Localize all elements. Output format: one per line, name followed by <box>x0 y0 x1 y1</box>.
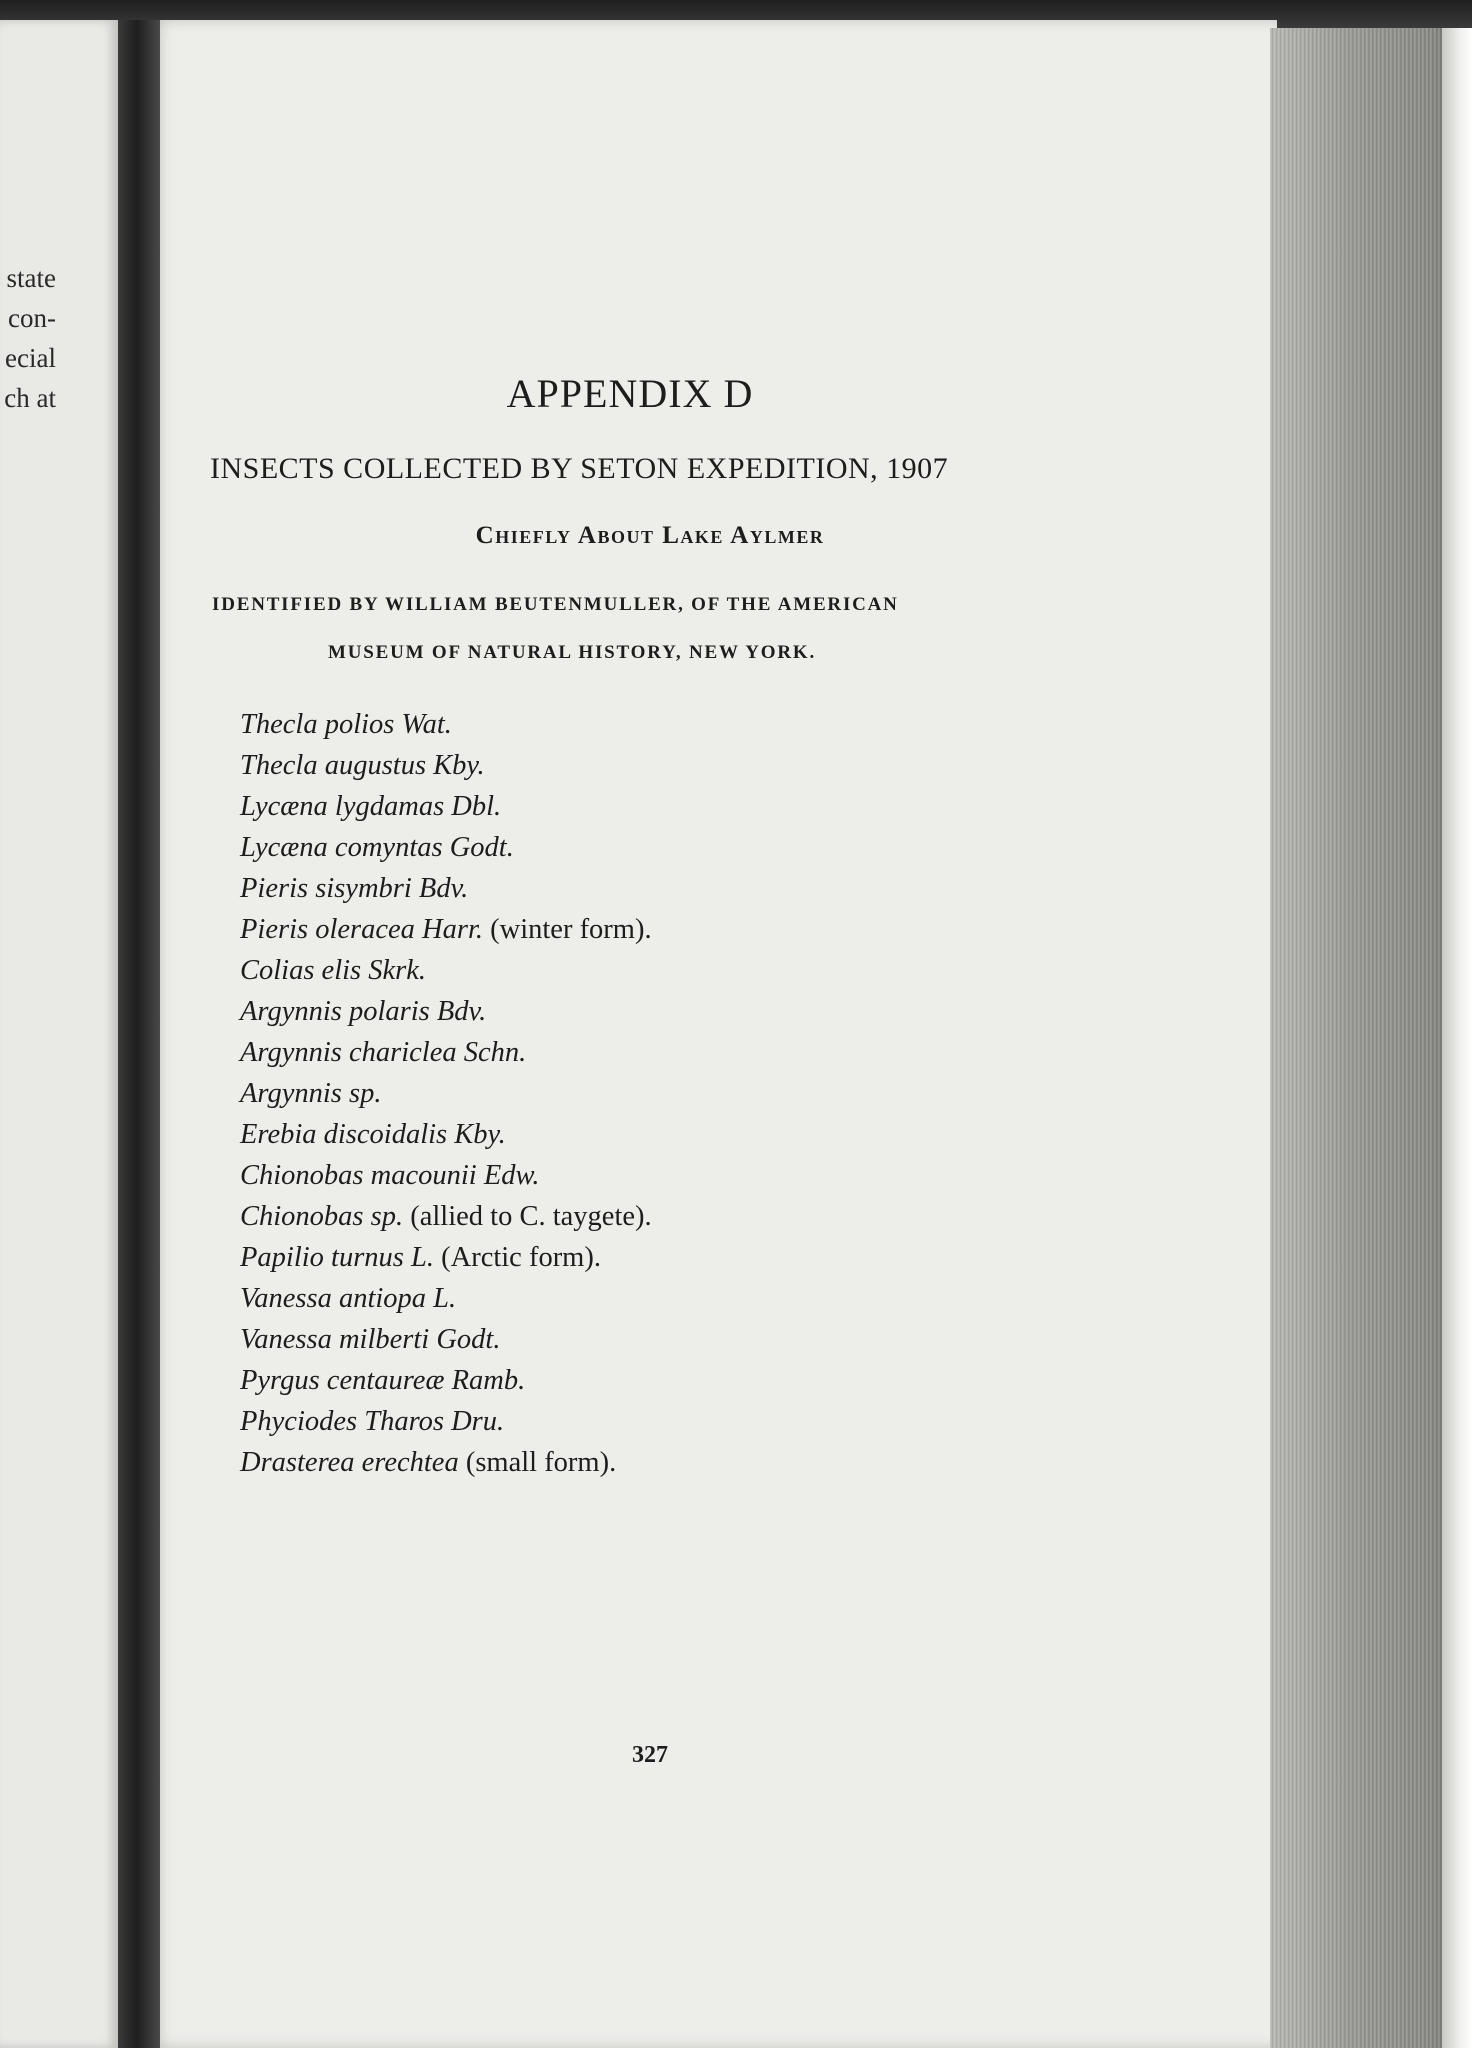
species-item <box>240 1073 652 1114</box>
subheading: Chiefly About Lake Aylmer <box>475 522 825 549</box>
species-item <box>240 1032 652 1073</box>
species-item <box>240 991 652 1032</box>
species-item <box>240 1319 652 1360</box>
page-edges <box>1270 28 1472 2048</box>
species-name: Argynnis chariclea Schn. <box>240 1037 527 1068</box>
left-page-fragment: ch at <box>4 383 56 413</box>
species-name: Colias elis Skrk. <box>240 955 427 986</box>
species-note: (winter form). <box>483 914 652 945</box>
identified-by-line: IDENTIFIED BY WILLIAM BEUTENMULLER, OF THE AMERICAN <box>212 594 899 615</box>
species-name: Pieris sisymbri Bdv. <box>240 873 469 904</box>
species-name: Vanessa antiopa L. <box>240 1283 457 1314</box>
page-number: 327 <box>632 1742 668 1768</box>
species-name: Argynnis sp. <box>240 1078 382 1109</box>
species-item <box>240 1360 652 1401</box>
species-note: (small form). <box>458 1447 617 1478</box>
left-page-fragment: ecial <box>5 343 56 373</box>
appendix-title: APPENDIX D <box>506 371 754 416</box>
species-item <box>240 1237 652 1278</box>
species-item <box>240 909 652 950</box>
species-name: Erebia discoidalis Kby. <box>240 1119 506 1150</box>
species-item <box>240 1114 652 1155</box>
species-name: Drasterea erechtea <box>240 1447 459 1478</box>
species-item <box>240 827 652 868</box>
species-name: Papilio turnus L. <box>240 1242 434 1273</box>
species-item <box>240 1196 652 1237</box>
species-name: Thecla polios Wat. <box>240 709 452 740</box>
species-name: Chionobas macounii Edw. <box>240 1160 540 1191</box>
species-item <box>240 1401 652 1442</box>
species-item <box>240 868 652 909</box>
species-name: Lycæna comyntas Godt. <box>240 832 514 863</box>
species-item <box>240 1442 652 1483</box>
species-note: (allied to C. taygete). <box>403 1201 652 1232</box>
left-page-fragment: con- <box>8 303 56 333</box>
identified-by-line: MUSEUM OF NATURAL HISTORY, NEW YORK. <box>328 642 816 663</box>
species-name: Thecla augustus Kby. <box>240 750 485 781</box>
species-name: Lycæna lygdamas Dbl. <box>240 791 502 822</box>
section-heading: INSECTS COLLECTED BY SETON EXPEDITION, 1907 <box>210 452 949 485</box>
species-name: Pieris oleracea Harr. <box>240 914 484 945</box>
species-name: Argynnis polaris Bdv. <box>240 996 487 1027</box>
left-page-fragment: state <box>6 263 56 293</box>
species-list <box>240 704 652 1483</box>
species-name: Chionobas sp. <box>240 1201 404 1232</box>
species-item <box>240 704 652 745</box>
species-item <box>240 1155 652 1196</box>
species-item <box>240 950 652 991</box>
species-name: Phyciodes Tharos Dru. <box>240 1406 505 1437</box>
species-name: Pyrgus centaureæ Ramb. <box>240 1365 526 1396</box>
species-note: (Arctic form). <box>434 1242 601 1273</box>
species-item <box>240 745 652 786</box>
species-item <box>240 1278 652 1319</box>
species-item <box>240 786 652 827</box>
species-name: Vanessa milberti Godt. <box>240 1324 501 1355</box>
